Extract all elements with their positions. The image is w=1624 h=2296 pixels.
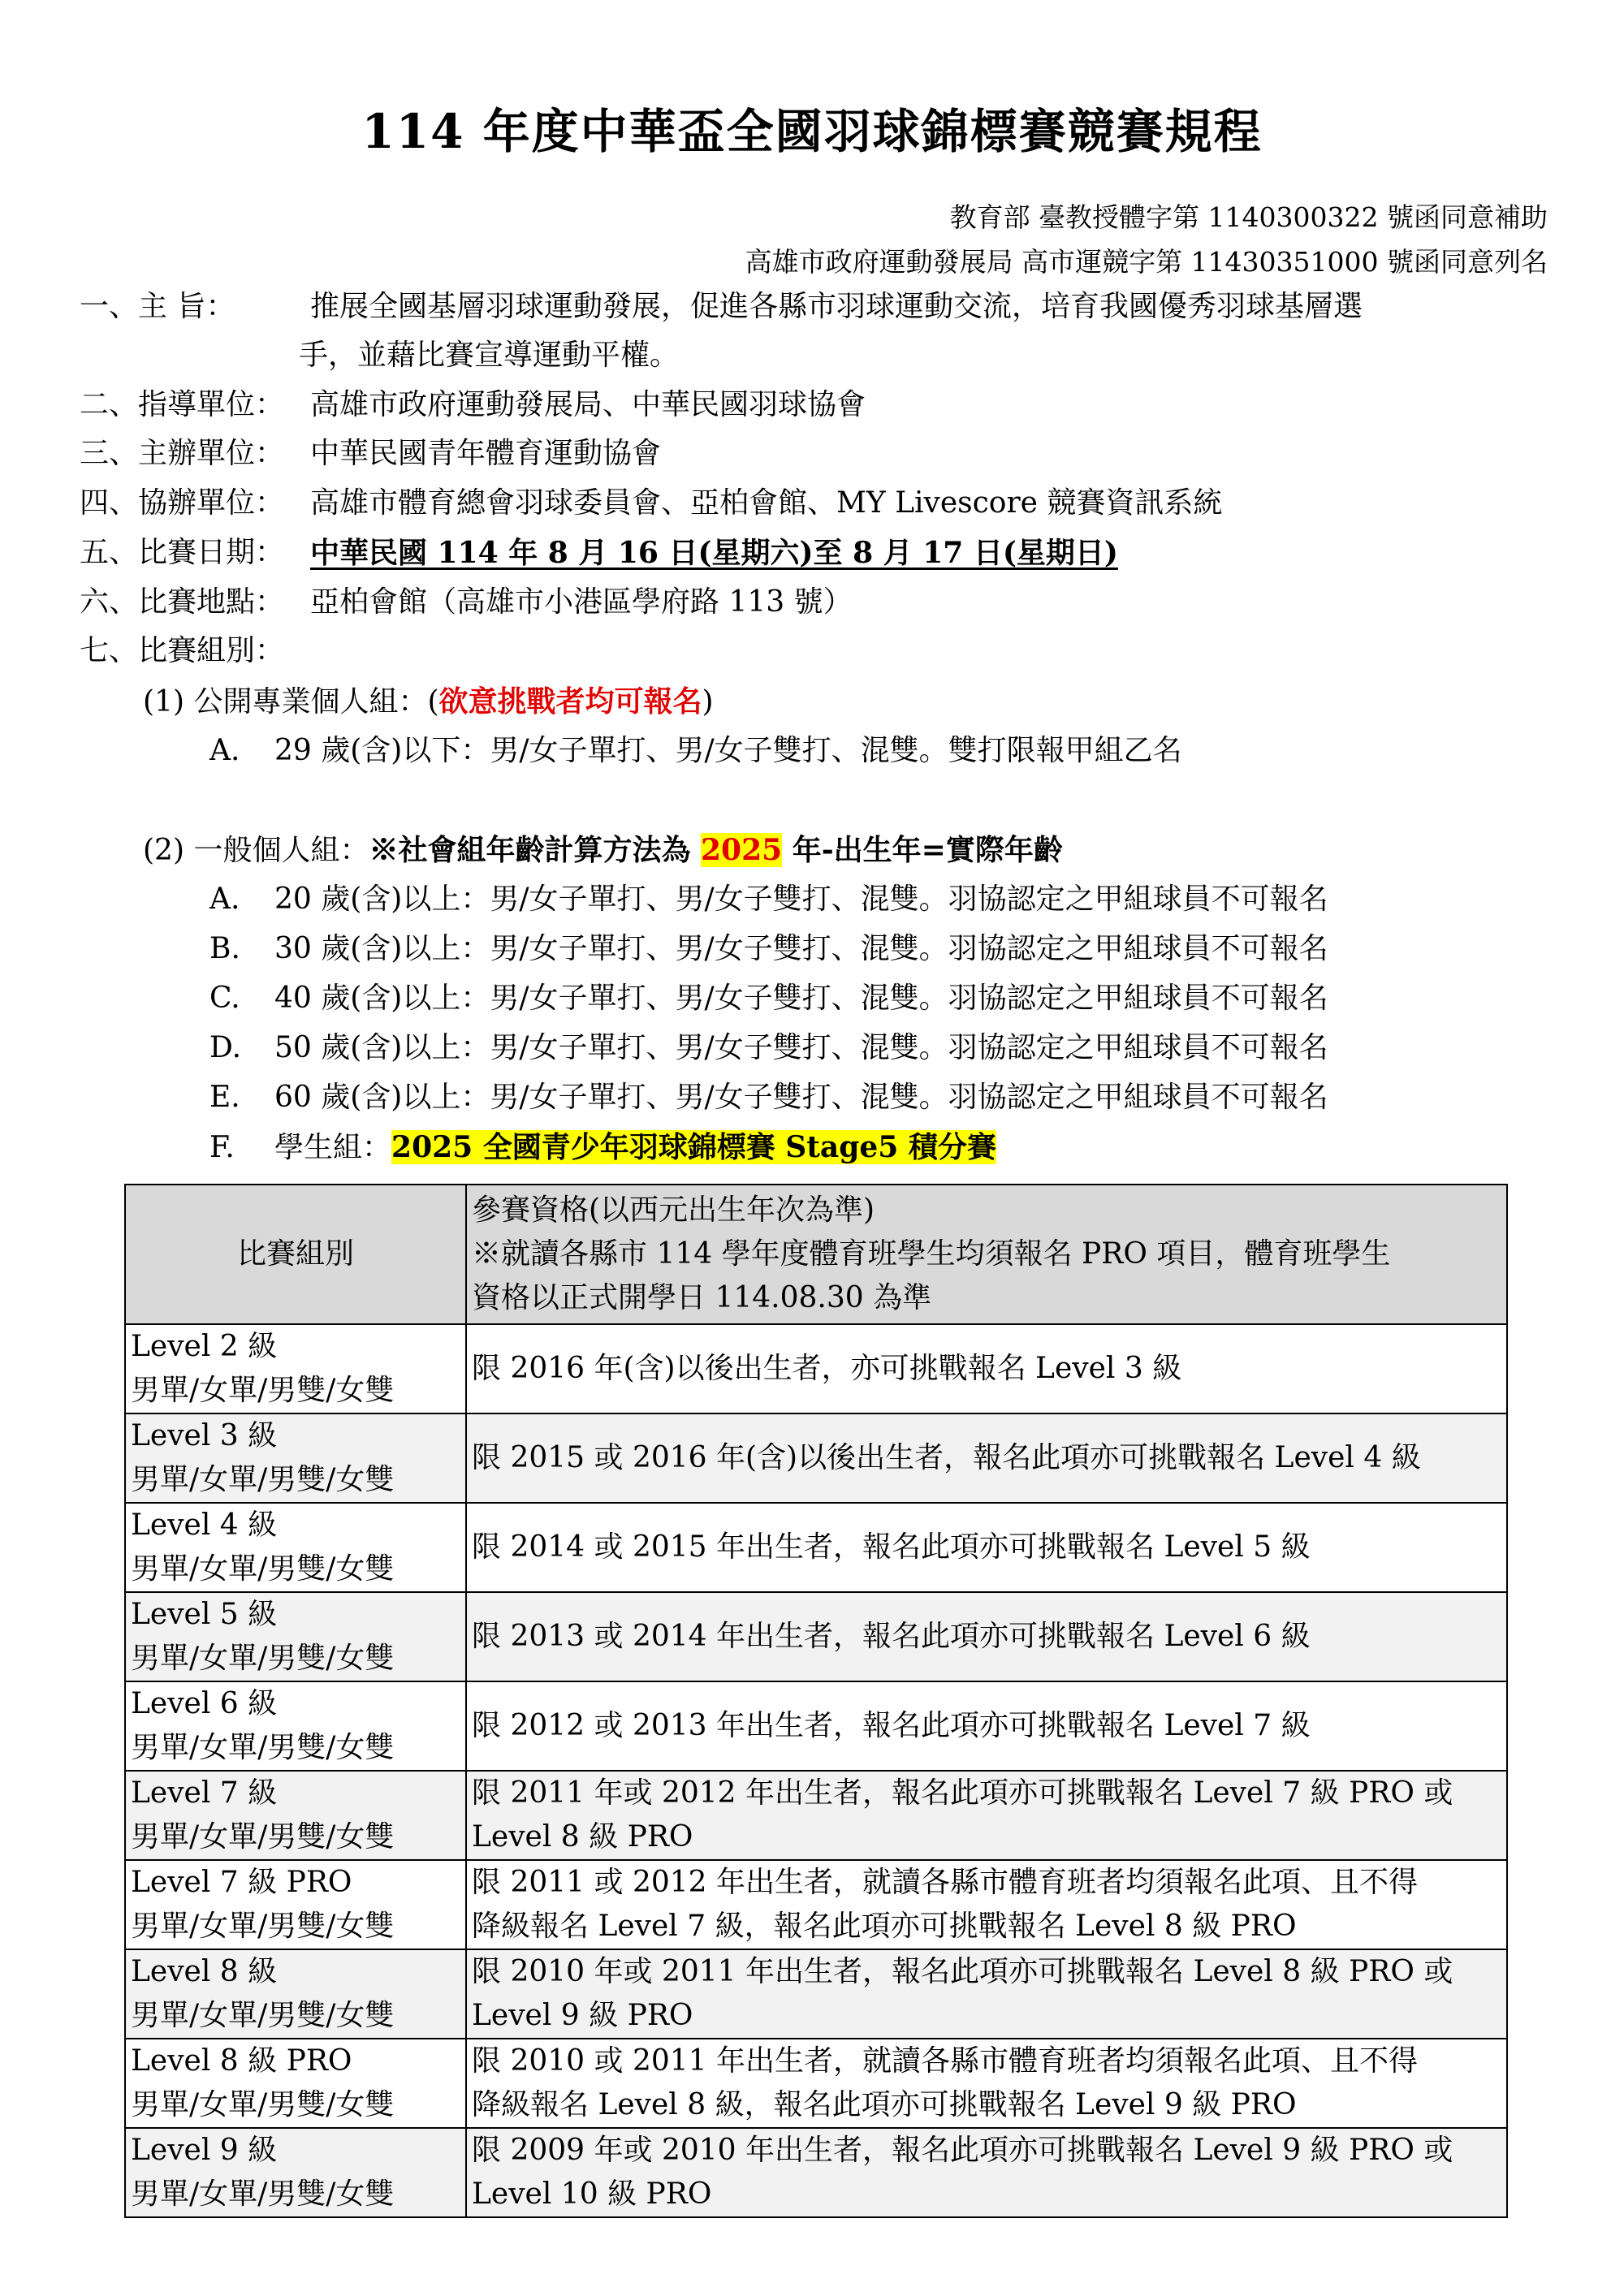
rule-cell <box>466 1949 1507 2039</box>
general-group-heading <box>143 832 1063 869</box>
rule-line: 降級報名 Level 8 級，報名此項亦可挑戰報名 Level 9 級 PRO <box>472 2088 1297 2121</box>
item-letter: E. <box>209 1081 240 1114</box>
purpose-text-line1: 推展全國基層羽球運動發展，促進各縣市羽球運動交流，培育我國優秀羽球基層選 <box>310 290 1363 323</box>
date-text: 中華民國 114 年 8 月 16 日(星期六)至 8 月 17 日(星期日) <box>310 536 1118 570</box>
level-name: Level 7 級 <box>131 1776 278 1810</box>
rule-line: 限 2010 或 2011 年出生者，就讀各縣市體育班者均須報名此項、且不得 <box>472 2044 1419 2078</box>
general-group-item-d <box>209 1030 1328 1066</box>
table-header-row <box>125 1185 1507 1324</box>
level-cell <box>125 1860 466 1949</box>
level-events: 男單/女單/男雙/女雙 <box>131 1999 395 2032</box>
open-group-heading-text: (1) 公開專業個人組：( <box>143 685 439 719</box>
general-group-item-b <box>209 931 1328 967</box>
open-group-heading-close: ) <box>702 685 714 719</box>
approval-line-1: 教育部 臺教授體字第 1140300322 號函同意補助 <box>949 201 1548 233</box>
guidance-label: 二、指導單位： <box>80 388 285 421</box>
level-name: Level 3 級 <box>131 1419 278 1452</box>
item-letter: C. <box>209 982 240 1015</box>
level-cell <box>125 1949 466 2039</box>
level-cell <box>125 1503 466 1592</box>
rule-cell <box>466 2039 1507 2128</box>
table-row <box>125 1324 1507 1413</box>
student-group-label: 學生組： <box>274 1131 392 1164</box>
level-name: Level 9 級 <box>131 2134 278 2167</box>
rule-line: Level 8 級 PRO <box>472 1820 693 1854</box>
venue-label: 六、比賽地點： <box>80 585 285 619</box>
rule-line: 限 2013 或 2014 年出生者，報名此項亦可挑戰報名 Level 6 級 <box>472 1620 1311 1653</box>
level-name: Level 7 級 PRO <box>131 1866 352 1899</box>
rule-line: 限 2011 或 2012 年出生者，就讀各縣市體育班者均須報名此項、且不得 <box>472 1866 1419 1899</box>
categories-label: 七、比賽組別： <box>80 634 285 667</box>
table-row <box>125 1413 1507 1503</box>
table-row <box>125 1681 1507 1771</box>
item-text: 40 歲(含)以上：男/女子單打、男/女子雙打、混雙。羽協認定之甲組球員不可報名 <box>274 982 1328 1015</box>
date-label: 五、比賽日期： <box>80 536 285 569</box>
open-group-heading <box>143 684 714 720</box>
header-line: 資格以正式開學日 114.08.30 為準 <box>472 1281 932 1314</box>
level-events: 男單/女單/男雙/女雙 <box>131 1820 395 1854</box>
level-events: 男單/女單/男雙/女雙 <box>131 1642 395 1675</box>
rule-line: Level 9 級 PRO <box>472 1999 693 2032</box>
age-note-year: 2025 <box>701 833 783 867</box>
item-text: 29 歲(含)以下：男/女子單打、男/女子雙打、混雙。雙打限報甲組乙名 <box>274 734 1182 767</box>
level-events: 男單/女單/男雙/女雙 <box>131 2177 395 2211</box>
level-name: Level 8 級 <box>131 1955 278 1988</box>
approval-line-2: 高雄市政府運動發展局 高市運競字第 11430351000 號函同意列名 <box>745 246 1548 278</box>
level-events: 男單/女單/男雙/女雙 <box>131 1910 395 1943</box>
level-events: 男單/女單/男雙/女雙 <box>131 1731 395 1764</box>
general-group-item-c <box>209 981 1328 1016</box>
co-organizer-text: 高雄市體育總會羽球委員會、亞柏會館、MY Livescore 競賽資訊系統 <box>310 486 1223 520</box>
item-text: 30 歲(含)以上：男/女子單打、男/女子雙打、混雙。羽協認定之甲組球員不可報名 <box>274 932 1328 965</box>
rule-cell <box>466 1860 1507 1949</box>
rule-line: 限 2009 年或 2010 年出生者，報名此項亦可挑戰報名 Level 9 級 PRO 或 <box>472 2134 1453 2167</box>
general-group-item-a <box>209 882 1328 917</box>
open-group-heading-red: 欲意挑戰者均可報名 <box>438 684 702 719</box>
venue-text: 亞柏會館（高雄市小港區學府路 113 號） <box>310 585 853 619</box>
document-title: 114 年度中華盃全國羽球錦標賽競賽規程 <box>361 104 1263 159</box>
level-cell <box>125 2039 466 2128</box>
rule-line: 限 2014 或 2015 年出生者，報名此項亦可挑戰報名 Level 5 級 <box>472 1530 1311 1564</box>
level-cell <box>125 1324 466 1413</box>
level-cell <box>125 1771 466 1860</box>
co-organizer-label: 四、協辦單位： <box>80 486 285 520</box>
level-events: 男單/女單/男雙/女雙 <box>131 1552 395 1586</box>
age-note-pre: ※社會組年齡計算方法為 <box>369 833 701 867</box>
table-header-category: 比賽組別 <box>125 1185 466 1324</box>
guidance-text: 高雄市政府運動發展局、中華民國羽球協會 <box>310 388 866 421</box>
rule-cell <box>466 1771 1507 1860</box>
rule-line: 降級報名 Level 7 級，報名此項亦可挑戰報名 Level 8 級 PRO <box>472 1910 1297 1943</box>
table-row <box>125 2128 1507 2217</box>
level-events: 男單/女單/男雙/女雙 <box>131 1463 395 1496</box>
level-name: Level 6 級 <box>131 1687 278 1720</box>
level-name: Level 5 級 <box>131 1598 278 1631</box>
level-cell <box>125 1413 466 1503</box>
level-cell <box>125 2128 466 2217</box>
item-text: 50 歲(含)以上：男/女子單打、男/女子雙打、混雙。羽協認定之甲組球員不可報名 <box>274 1031 1328 1064</box>
table-row <box>125 1592 1507 1681</box>
level-name: Level 8 級 PRO <box>131 2044 352 2078</box>
rule-cell <box>466 1324 1507 1413</box>
table-row <box>125 2039 1507 2128</box>
table-header-eligibility <box>466 1185 1507 1324</box>
rule-line: 限 2011 年或 2012 年出生者，報名此項亦可挑戰報名 Level 7 級 PRO 或 <box>472 1776 1453 1810</box>
item-letter: A. <box>209 734 240 767</box>
level-events: 男單/女單/男雙/女雙 <box>131 2088 395 2121</box>
item-letter: F. <box>209 1131 235 1164</box>
item-text: 60 歲(含)以上：男/女子單打、男/女子雙打、混雙。羽協認定之甲組球員不可報名 <box>274 1081 1328 1114</box>
level-name: Level 2 級 <box>131 1330 278 1363</box>
table-row <box>125 1503 1507 1592</box>
rule-cell <box>466 1681 1507 1771</box>
header-line: 參賽資格(以西元出生年次為準) <box>472 1193 875 1227</box>
student-group-highlight: 2025 全國青少年羽球錦標賽 Stage5 積分賽 <box>391 1130 996 1164</box>
item-letter: A. <box>209 883 240 916</box>
rule-line: 限 2010 年或 2011 年出生者，報名此項亦可挑戰報名 Level 8 級 PRO 或 <box>472 1955 1453 1988</box>
rule-cell <box>466 2128 1507 2217</box>
purpose-text-line2: 手，並藉比賽宣導運動平權。 <box>299 339 680 372</box>
general-group-heading-text: (2) 一般個人組： <box>143 834 369 867</box>
table-row <box>125 1860 1507 1949</box>
table-row <box>125 1771 1507 1860</box>
level-events: 男單/女單/男雙/女雙 <box>131 1374 395 1407</box>
header-line: ※就讀各縣市 114 學年度體育班學生均須報名 PRO 項目，體育班學生 <box>472 1237 1391 1271</box>
item-text: 20 歲(含)以上：男/女子單打、男/女子雙打、混雙。羽協認定之甲組球員不可報名 <box>274 883 1328 916</box>
item-letter: D. <box>209 1031 242 1064</box>
rule-line: Level 10 級 PRO <box>472 2177 712 2211</box>
table-row <box>125 1949 1507 2039</box>
organizer-label: 三、主辦單位： <box>80 437 285 470</box>
level-cell <box>125 1592 466 1681</box>
open-group-item-a <box>209 733 1182 769</box>
general-group-item-e <box>209 1080 1328 1116</box>
eligibility-table <box>124 1184 1508 2218</box>
age-note-post: 年-出生年=實際年齡 <box>782 833 1063 867</box>
rule-cell <box>466 1592 1507 1681</box>
level-name: Level 4 級 <box>131 1508 278 1542</box>
level-cell <box>125 1681 466 1771</box>
organizer-text: 中華民國青年體育運動協會 <box>310 437 662 470</box>
rule-cell <box>466 1503 1507 1592</box>
rule-line: 限 2016 年(含)以後出生者，亦可挑戰報名 Level 3 級 <box>472 1352 1182 1385</box>
general-group-item-f <box>209 1129 996 1166</box>
purpose-label: 一、主 旨： <box>80 290 235 323</box>
rule-line: 限 2015 或 2016 年(含)以後出生者，報名此項亦可挑戰報名 Level 4 級 <box>472 1441 1421 1474</box>
item-letter: B. <box>209 932 240 965</box>
rule-cell <box>466 1413 1507 1503</box>
rule-line: 限 2012 或 2013 年出生者，報名此項亦可挑戰報名 Level 7 級 <box>472 1709 1311 1742</box>
